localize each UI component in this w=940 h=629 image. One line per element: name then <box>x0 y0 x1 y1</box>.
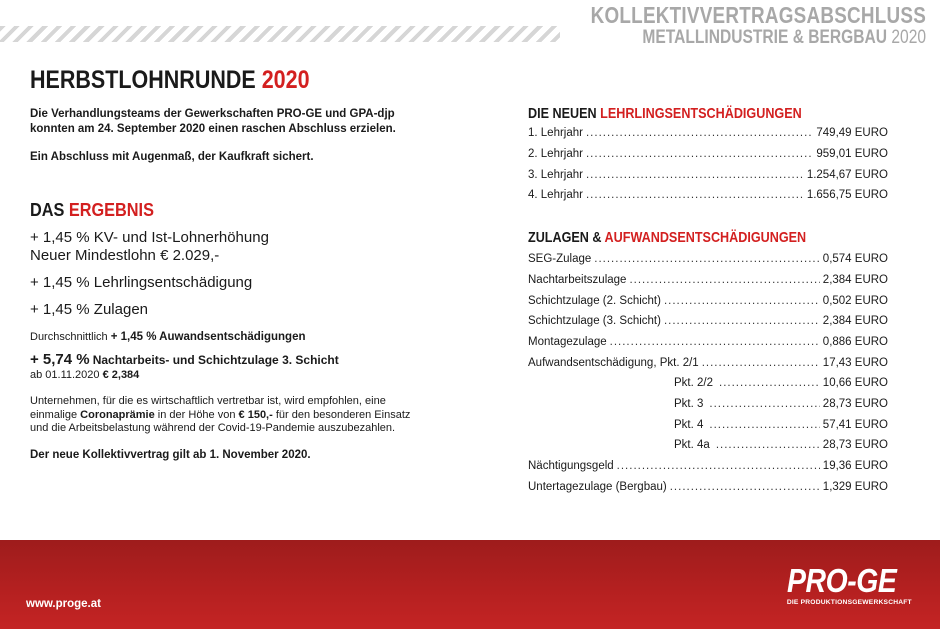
proge-logo <box>787 562 914 606</box>
header-line2 <box>591 27 926 49</box>
apprentice-heading <box>528 105 830 122</box>
leader-dots <box>664 295 820 307</box>
allowance-row <box>528 357 888 378</box>
row-label: Pkt. 3 <box>674 398 704 410</box>
corona-text-2: in der Höhe von <box>157 408 236 421</box>
row-value: 57,41 EURO <box>822 418 888 431</box>
result-heading <box>30 199 373 221</box>
apprentice-row <box>528 148 888 169</box>
leader-dots <box>719 377 820 389</box>
row-label: 3. Lehrjahr <box>528 168 583 181</box>
apprentice-row <box>528 169 888 190</box>
result-heading-a: DAS <box>30 199 65 220</box>
result-heading-b: ERGEBNIS <box>68 199 154 220</box>
result-item-night <box>30 353 420 382</box>
row-value: 19,36 EURO <box>822 460 888 473</box>
row-value: 10,66 EURO <box>822 377 888 390</box>
row-value: 1.656,75 EURO <box>806 189 888 202</box>
row-value: 0,502 EURO <box>822 294 888 307</box>
row-label: Pkt. 4 <box>674 418 704 431</box>
row-value: 959,01 EURO <box>816 147 888 160</box>
row-value: 2,384 EURO <box>822 315 888 328</box>
left-column <box>30 66 420 461</box>
result-item-expenses <box>30 330 420 344</box>
row-label: 4. Lehrjahr <box>528 189 583 202</box>
allowance-row <box>528 274 888 295</box>
leader-dots <box>629 274 819 286</box>
title-year: 2020 <box>261 66 310 94</box>
row-value: 1.254,67 EURO <box>806 168 888 181</box>
leader-dots <box>586 127 813 139</box>
header-title <box>517 2 926 49</box>
result-item-apprentice: + 1,45 % Lehrlingsentschädigung <box>30 274 253 291</box>
allowance-row <box>528 419 888 440</box>
row-value: 0,574 EURO <box>822 253 888 266</box>
row-value: 0,886 EURO <box>822 335 888 348</box>
apprentice-list <box>528 127 888 210</box>
allowance-heading-a: ZULAGEN & <box>528 229 602 247</box>
allowance-row <box>528 295 888 316</box>
result-item-allowances: + 1,45 % Zulagen <box>30 301 149 318</box>
row-value: 17,43 EURO <box>822 356 888 369</box>
header-line1: KOLLEKTIVVERTRAGSABSCHLUSS <box>590 2 926 28</box>
row-value: 1,329 EURO <box>822 480 888 493</box>
expenses-bold: + 1,45 % Auwandsentschädigungen <box>110 331 306 343</box>
night-date: ab 01.11.2020 <box>30 369 100 381</box>
leader-dots <box>716 439 820 451</box>
row-label: 2. Lehrjahr <box>528 147 583 160</box>
allowance-row <box>528 336 888 357</box>
header-stripes <box>0 26 560 42</box>
row-label: Nachtarbeitszulage <box>528 273 627 286</box>
result-item-wages <box>30 229 420 265</box>
row-label: Schichtzulage (3. Schicht) <box>528 315 661 328</box>
leader-dots <box>586 169 804 181</box>
validity-note: Der neue Kollektivvertrag gilt ab 1. November 2020. <box>30 448 311 461</box>
title-text: HERBSTLOHNRUNDE <box>30 66 256 94</box>
leader-dots <box>709 398 819 410</box>
leader-dots <box>702 357 820 369</box>
allowance-row <box>528 460 888 481</box>
website-link[interactable]: www.proge.at <box>26 598 101 610</box>
apprentice-heading-b: LEHRLINGSENTSCHÄDIGUNGEN <box>600 105 802 122</box>
apprentice-row <box>528 127 888 148</box>
allowance-row <box>528 481 888 502</box>
apprentice-heading-a: DIE NEUEN <box>528 105 597 122</box>
result-item-wages-line2: Neuer Mindestlohn € 2.029,- <box>30 247 220 264</box>
intro-claim: Ein Abschluss mit Augenmaß, der Kaufkraft sichert. <box>30 151 314 163</box>
leader-dots <box>586 148 813 160</box>
logo-name: PRO-GE <box>786 562 897 599</box>
row-label: Aufwandsentschädigung, Pkt. 2/1 <box>528 356 699 369</box>
row-label: Montagezulage <box>528 335 607 348</box>
allowance-row <box>528 398 888 419</box>
leader-dots <box>617 460 820 472</box>
leader-dots <box>586 189 804 201</box>
leader-dots <box>594 253 820 265</box>
allowance-row <box>528 439 888 460</box>
night-pct: + 5,74 % <box>30 351 90 368</box>
page-title <box>30 66 365 95</box>
row-label: Nächtigungsgeld <box>528 460 614 473</box>
leader-dots <box>610 336 820 348</box>
expenses-prefix: Durchschnittlich <box>30 331 108 343</box>
allowance-heading-b: AUFWANDSENTSCHÄDIGUNGEN <box>604 229 807 247</box>
row-label: Schichtzulage (2. Schicht) <box>528 294 661 307</box>
result-item-wages-line1: + 1,45 % KV- und Ist-Lohnerhöhung <box>30 229 269 246</box>
leader-dots <box>664 315 820 327</box>
apprentice-row <box>528 189 888 210</box>
corona-text-1: Unternehmen, für die es wirtschaftlich vertretbar ist, wird empfohlen, eine einmalige <box>30 395 386 421</box>
corona-bold-2: € 150,- <box>238 408 273 421</box>
corona-bold-1: Coronaprämie <box>80 408 155 421</box>
allowance-list <box>528 253 888 501</box>
row-label: Pkt. 2/2 <box>674 377 713 390</box>
corona-text-3: für den besonderen Einsatz und die Arbeitsbelastung während der Covid-19-Pandemie auszubezahlen. <box>30 408 411 434</box>
night-text: Nachtarbeits- und Schichtzulage 3. Schicht <box>92 353 339 367</box>
row-value: 749,49 EURO <box>816 127 888 139</box>
night-amount: € 2,384 <box>102 369 140 381</box>
allowance-row <box>528 315 888 336</box>
header-year: 2020 <box>891 27 926 48</box>
header-line2-bold: METALLINDUSTRIE & BERGBAU <box>642 27 887 48</box>
row-label: Untertagezulage (Bergbau) <box>528 480 667 493</box>
leader-dots <box>709 419 819 431</box>
allowance-row <box>528 253 888 274</box>
footer-band <box>0 540 940 629</box>
row-value: 2,384 EURO <box>822 273 888 286</box>
row-value: 28,73 EURO <box>822 398 888 410</box>
row-label: Pkt. 4a <box>674 439 710 452</box>
corona-paragraph <box>30 395 420 436</box>
right-column <box>528 105 888 501</box>
row-label: SEG-Zulage <box>528 253 592 266</box>
row-value: 28,73 EURO <box>822 439 888 452</box>
allowance-heading <box>528 229 830 246</box>
intro-paragraph: Die Verhandlungsteams der Gewerkschaften PRO-GE und GPA-djp konnten am 24. September 2020 einen raschen Abschluss erzielen. <box>30 108 396 135</box>
logo-subtitle: DIE PRODUKTIONSGEWERKSCHAFT <box>786 599 912 606</box>
leader-dots <box>670 481 820 493</box>
row-label: 1. Lehrjahr <box>528 127 583 139</box>
allowance-row <box>528 377 888 398</box>
